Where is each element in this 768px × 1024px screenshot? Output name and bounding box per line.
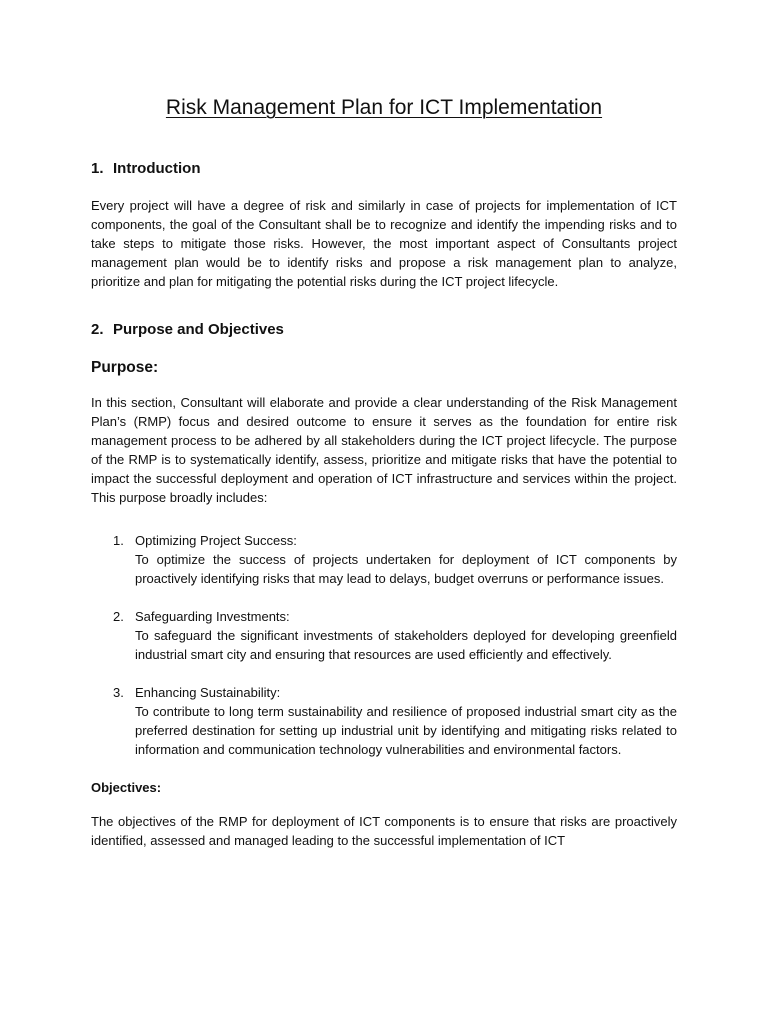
list-item-heading: Optimizing Project Success: xyxy=(135,533,297,548)
list-item-text: To optimize the success of projects undertaken for deployment of ICT components by proactively identifying risks that may lead to delays, budget overruns or performance issues. xyxy=(135,552,677,586)
section-title: Introduction xyxy=(113,160,201,177)
objectives-paragraph: The objectives of the RMP for deployment of ICT components is to ensure that risks are proactively identified, assessed and managed leading to the successful implementation of ICT xyxy=(91,814,677,848)
purpose-paragraph: In this section, Consultant will elaborate and provide a clear understanding of the Risk Management Plan’s (RMP) focus and desired outcome to ensure it serves as the foundation for entire risk management process to be adhered by all stakeholders during the ICT project lifecycle. The purpose of the RMP is to systematically identify, assess, prioritize and mitigate risks that have the potential to impact the successful deployment and operation of ICT infrastructure and services within the project. This purpose broadly includes: xyxy=(91,395,677,505)
section-number: 1. xyxy=(91,160,104,177)
purpose-list xyxy=(91,531,677,759)
section-heading-introduction xyxy=(91,158,677,180)
list-item-number: 2. xyxy=(113,609,124,624)
section-number: 2. xyxy=(91,321,104,338)
list-item-text: To contribute to long term sustainability and resilience of proposed industrial smart city as the preferred destination for setting up industrial unit by identifying and mitigating risks related to information and communication technology vulnerabilities and environmental factors. xyxy=(135,704,677,757)
list-item-body xyxy=(135,683,677,759)
list-item xyxy=(113,607,677,664)
objectives-heading: Objectives: xyxy=(91,780,162,795)
list-item-body xyxy=(135,607,677,664)
section-heading-purpose-objectives xyxy=(91,319,677,341)
list-item-text: To safeguard the significant investments of stakeholders deployed for developing greenfield industrial smart city and ensuring that resources are used efficiently and effectively. xyxy=(135,628,677,662)
introduction-paragraph: Every project will have a degree of risk and similarly in case of projects for implementation of ICT components, the goal of the Consultant shall be to recognize and identify the impending risks and to take steps to mitigate those risks. However, the most important aspect of Consultants project management plan would be to identify risks and propose a risk management plan to analyze, prioritize and plan for mitigating the potential risks during the ICT project lifecycle. xyxy=(91,198,677,289)
list-item-number: 1. xyxy=(113,533,124,548)
list-item-heading: Safeguarding Investments: xyxy=(135,609,290,624)
list-item xyxy=(113,531,677,588)
list-item-number: 3. xyxy=(113,685,124,700)
list-item xyxy=(113,683,677,759)
document-body xyxy=(91,158,677,869)
list-item-heading: Enhancing Sustainability: xyxy=(135,685,281,700)
purpose-heading: Purpose: xyxy=(91,359,159,376)
section-title: Purpose and Objectives xyxy=(113,321,284,338)
document-title: Risk Management Plan for ICT Implementation xyxy=(165,96,603,119)
list-item-body xyxy=(135,531,677,588)
